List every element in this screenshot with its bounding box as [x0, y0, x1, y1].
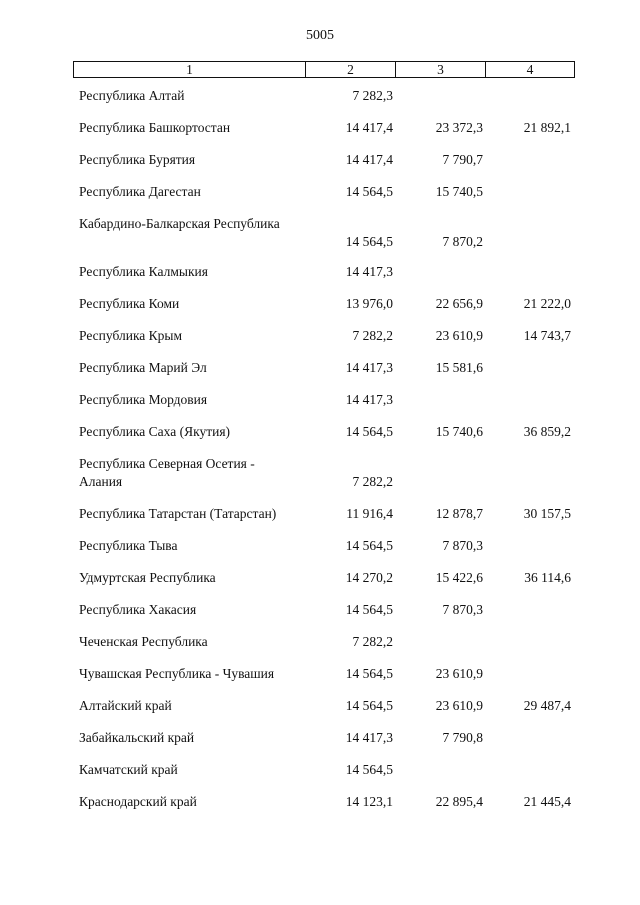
value-col-2: 14 564,5 — [345, 538, 393, 553]
value-col-4: 21 222,0 — [523, 296, 571, 311]
region-name: Краснодарский край — [79, 794, 197, 809]
value-col-3: 23 610,9 — [435, 698, 483, 713]
value-col-3: 7 790,8 — [442, 730, 483, 745]
value-col-2: 14 417,3 — [345, 392, 393, 407]
value-col-3: 15 422,6 — [435, 570, 483, 585]
region-name: Республика Марий Эл — [79, 360, 207, 375]
value-col-4: 30 157,5 — [523, 506, 571, 521]
column-header-2: 2 — [306, 62, 396, 78]
value-col-2: 14 270,2 — [345, 570, 393, 585]
column-header-3: 3 — [396, 62, 486, 78]
column-header-table — [73, 61, 575, 78]
value-col-2: 14 417,3 — [345, 264, 393, 279]
value-col-3: 7 870,2 — [442, 234, 483, 249]
value-col-2: 11 916,4 — [346, 506, 393, 521]
value-col-3: 15 581,6 — [435, 360, 483, 375]
value-col-3: 7 790,7 — [442, 152, 483, 167]
value-col-4: 21 892,1 — [523, 120, 571, 135]
region-name: Чеченская Республика — [79, 634, 208, 649]
region-name: Забайкальский край — [79, 730, 195, 745]
value-col-2: 14 417,3 — [345, 360, 393, 375]
value-col-2: 14 417,4 — [345, 152, 393, 167]
value-col-2: 14 564,5 — [345, 184, 393, 199]
region-name: Кабардино-Балкарская Республика — [79, 216, 280, 231]
value-col-4: 36 859,2 — [523, 424, 571, 439]
region-name: Республика Дагестан — [79, 184, 201, 199]
value-col-2: 14 564,5 — [345, 698, 393, 713]
value-col-4: 21 445,4 — [523, 794, 571, 809]
region-name: Республика Северная Осетия - Алания — [79, 456, 255, 489]
value-col-3: 22 656,9 — [435, 296, 483, 311]
column-header-row — [74, 62, 575, 78]
value-col-3: 22 895,4 — [435, 794, 483, 809]
value-col-3: 23 610,9 — [435, 328, 483, 343]
region-name: Республика Алтай — [79, 88, 185, 103]
value-col-2: 7 282,2 — [352, 474, 393, 489]
region-name: Республика Калмыкия — [79, 264, 208, 279]
value-col-3: 23 610,9 — [435, 666, 483, 681]
region-name: Республика Тыва — [79, 538, 178, 553]
value-col-2: 14 123,1 — [345, 794, 393, 809]
value-col-2: 7 282,2 — [352, 634, 393, 649]
value-col-3: 7 870,3 — [442, 602, 483, 617]
value-col-3: 7 870,3 — [442, 538, 483, 553]
value-col-2: 13 976,0 — [345, 296, 393, 311]
region-name: Камчатский край — [79, 762, 178, 777]
column-header-1: 1 — [74, 62, 306, 78]
value-col-2: 7 282,2 — [352, 328, 393, 343]
value-col-4: 29 487,4 — [523, 698, 571, 713]
value-col-4: 36 114,6 — [524, 570, 571, 585]
value-col-2: 14 417,4 — [345, 120, 393, 135]
value-col-3: 12 878,7 — [435, 506, 483, 521]
column-header-4: 4 — [486, 62, 575, 78]
value-col-2: 14 564,5 — [345, 602, 393, 617]
region-name: Республика Коми — [79, 296, 180, 311]
value-col-3: 23 372,3 — [435, 120, 483, 135]
region-name: Республика Саха (Якутия) — [79, 424, 231, 439]
value-col-4: 14 743,7 — [523, 328, 571, 343]
region-name: Республика Мордовия — [79, 392, 208, 407]
value-col-2: 7 282,3 — [352, 88, 393, 103]
region-name: Чувашская Республика - Чувашия — [79, 666, 275, 681]
value-col-3: 15 740,5 — [435, 184, 483, 199]
region-name: Республика Хакасия — [79, 602, 197, 617]
value-col-3: 15 740,6 — [435, 424, 483, 439]
region-name: Республика Башкортостан — [79, 120, 231, 135]
value-col-2: 14 417,3 — [345, 730, 393, 745]
region-name: Удмуртская Республика — [79, 570, 216, 585]
value-col-2: 14 564,5 — [345, 424, 393, 439]
value-col-2: 14 564,5 — [345, 666, 393, 681]
region-name: Алтайский край — [79, 698, 172, 713]
value-col-2: 14 564,5 — [345, 762, 393, 777]
region-name: Республика Татарстан (Татарстан) — [79, 506, 277, 521]
region-name: Республика Бурятия — [79, 152, 196, 167]
page-number: 5005 — [306, 28, 334, 43]
value-col-2: 14 564,5 — [345, 234, 393, 249]
region-name: Республика Крым — [79, 328, 183, 343]
